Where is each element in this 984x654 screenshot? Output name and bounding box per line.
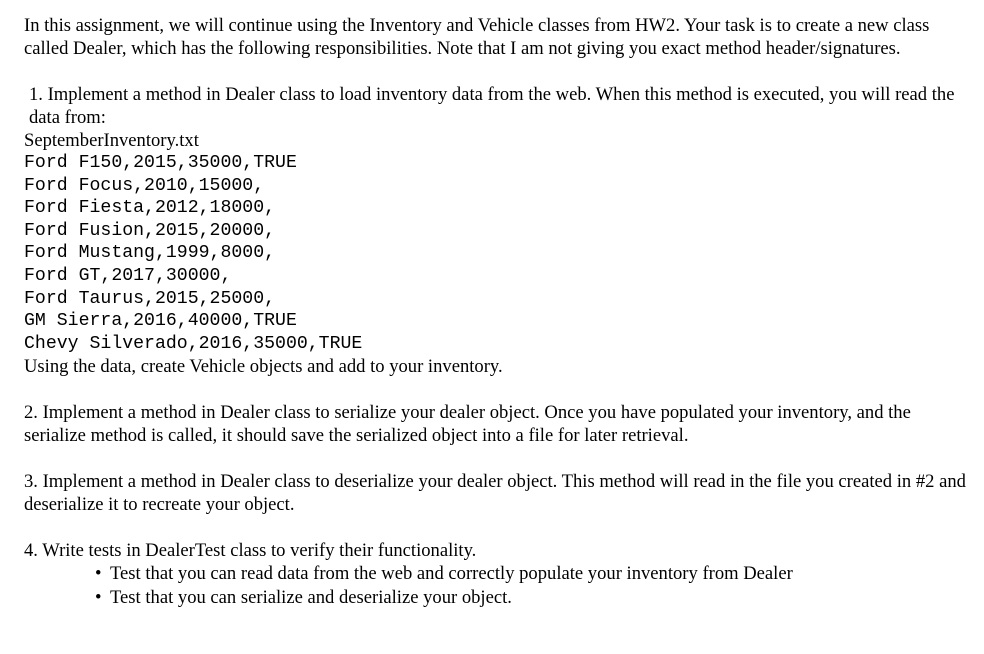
step-2-text: 2. Implement a method in Dealer class to serialize your dealer object. Once you have populated your inventory, and the serialize method is called, it should save the serialized object into a file for later retrieval. [24, 402, 911, 447]
spacer [24, 516, 969, 539]
inventory-data-line: Chevy Silverado,2016,35000,TRUE [24, 333, 363, 354]
inventory-filename: SeptemberInventory.txt [24, 130, 199, 151]
bullet-item [95, 562, 969, 586]
inventory-data-block [24, 152, 969, 355]
inventory-data-line: Ford F150,2015,35000,TRUE [24, 153, 297, 173]
inventory-data-line: GM Sierra,2016,40000,TRUE [24, 311, 297, 332]
test-bullet-list [24, 562, 969, 610]
bullet-text: Test that you can serialize and deserialize your object. [110, 587, 512, 609]
spacer [24, 60, 969, 83]
inventory-data-line: Ford Mustang,1999,8000, [24, 243, 276, 264]
step-4-text: 4. Write tests in DealerTest class to verify their functionality. [24, 540, 477, 562]
inventory-data-line: Ford Taurus,2015,25000, [24, 288, 276, 309]
step-1-followup: Using the data, create Vehicle objects and add to your inventory. [24, 356, 503, 378]
inventory-data-line: Ford Fusion,2015,20000, [24, 220, 276, 241]
inventory-data-line: Ford Focus,2010,15000, [24, 175, 265, 196]
spacer [24, 447, 969, 470]
step-3-text: 3. Implement a method in Dealer class to deserialize your dealer object. This method will read in the file you created in #2 and deserialize it to recreate your object. [24, 471, 966, 516]
spacer [24, 378, 969, 401]
inventory-data-line: Ford Fiesta,2012,18000, [24, 198, 276, 219]
bullet-item [95, 586, 969, 610]
intro-paragraph: In this assignment, we will continue using the Inventory and Vehicle classes from HW2. Your task is to create a new class called Dealer, which has the following responsibilities. Note that I am not giving you exact method header/signatures. [24, 15, 930, 59]
step-1-text: 1. Implement a method in Dealer class to load inventory data from the web. When this method is executed, you will read the data from: [29, 84, 955, 128]
bullet-text: Test that you can read data from the web and correctly populate your inventory from Dealer [110, 563, 793, 585]
bullet-icon: • [95, 587, 102, 609]
assignment-document [24, 14, 969, 610]
bullet-icon: • [95, 563, 102, 585]
inventory-data-line: Ford GT,2017,30000, [24, 265, 232, 286]
